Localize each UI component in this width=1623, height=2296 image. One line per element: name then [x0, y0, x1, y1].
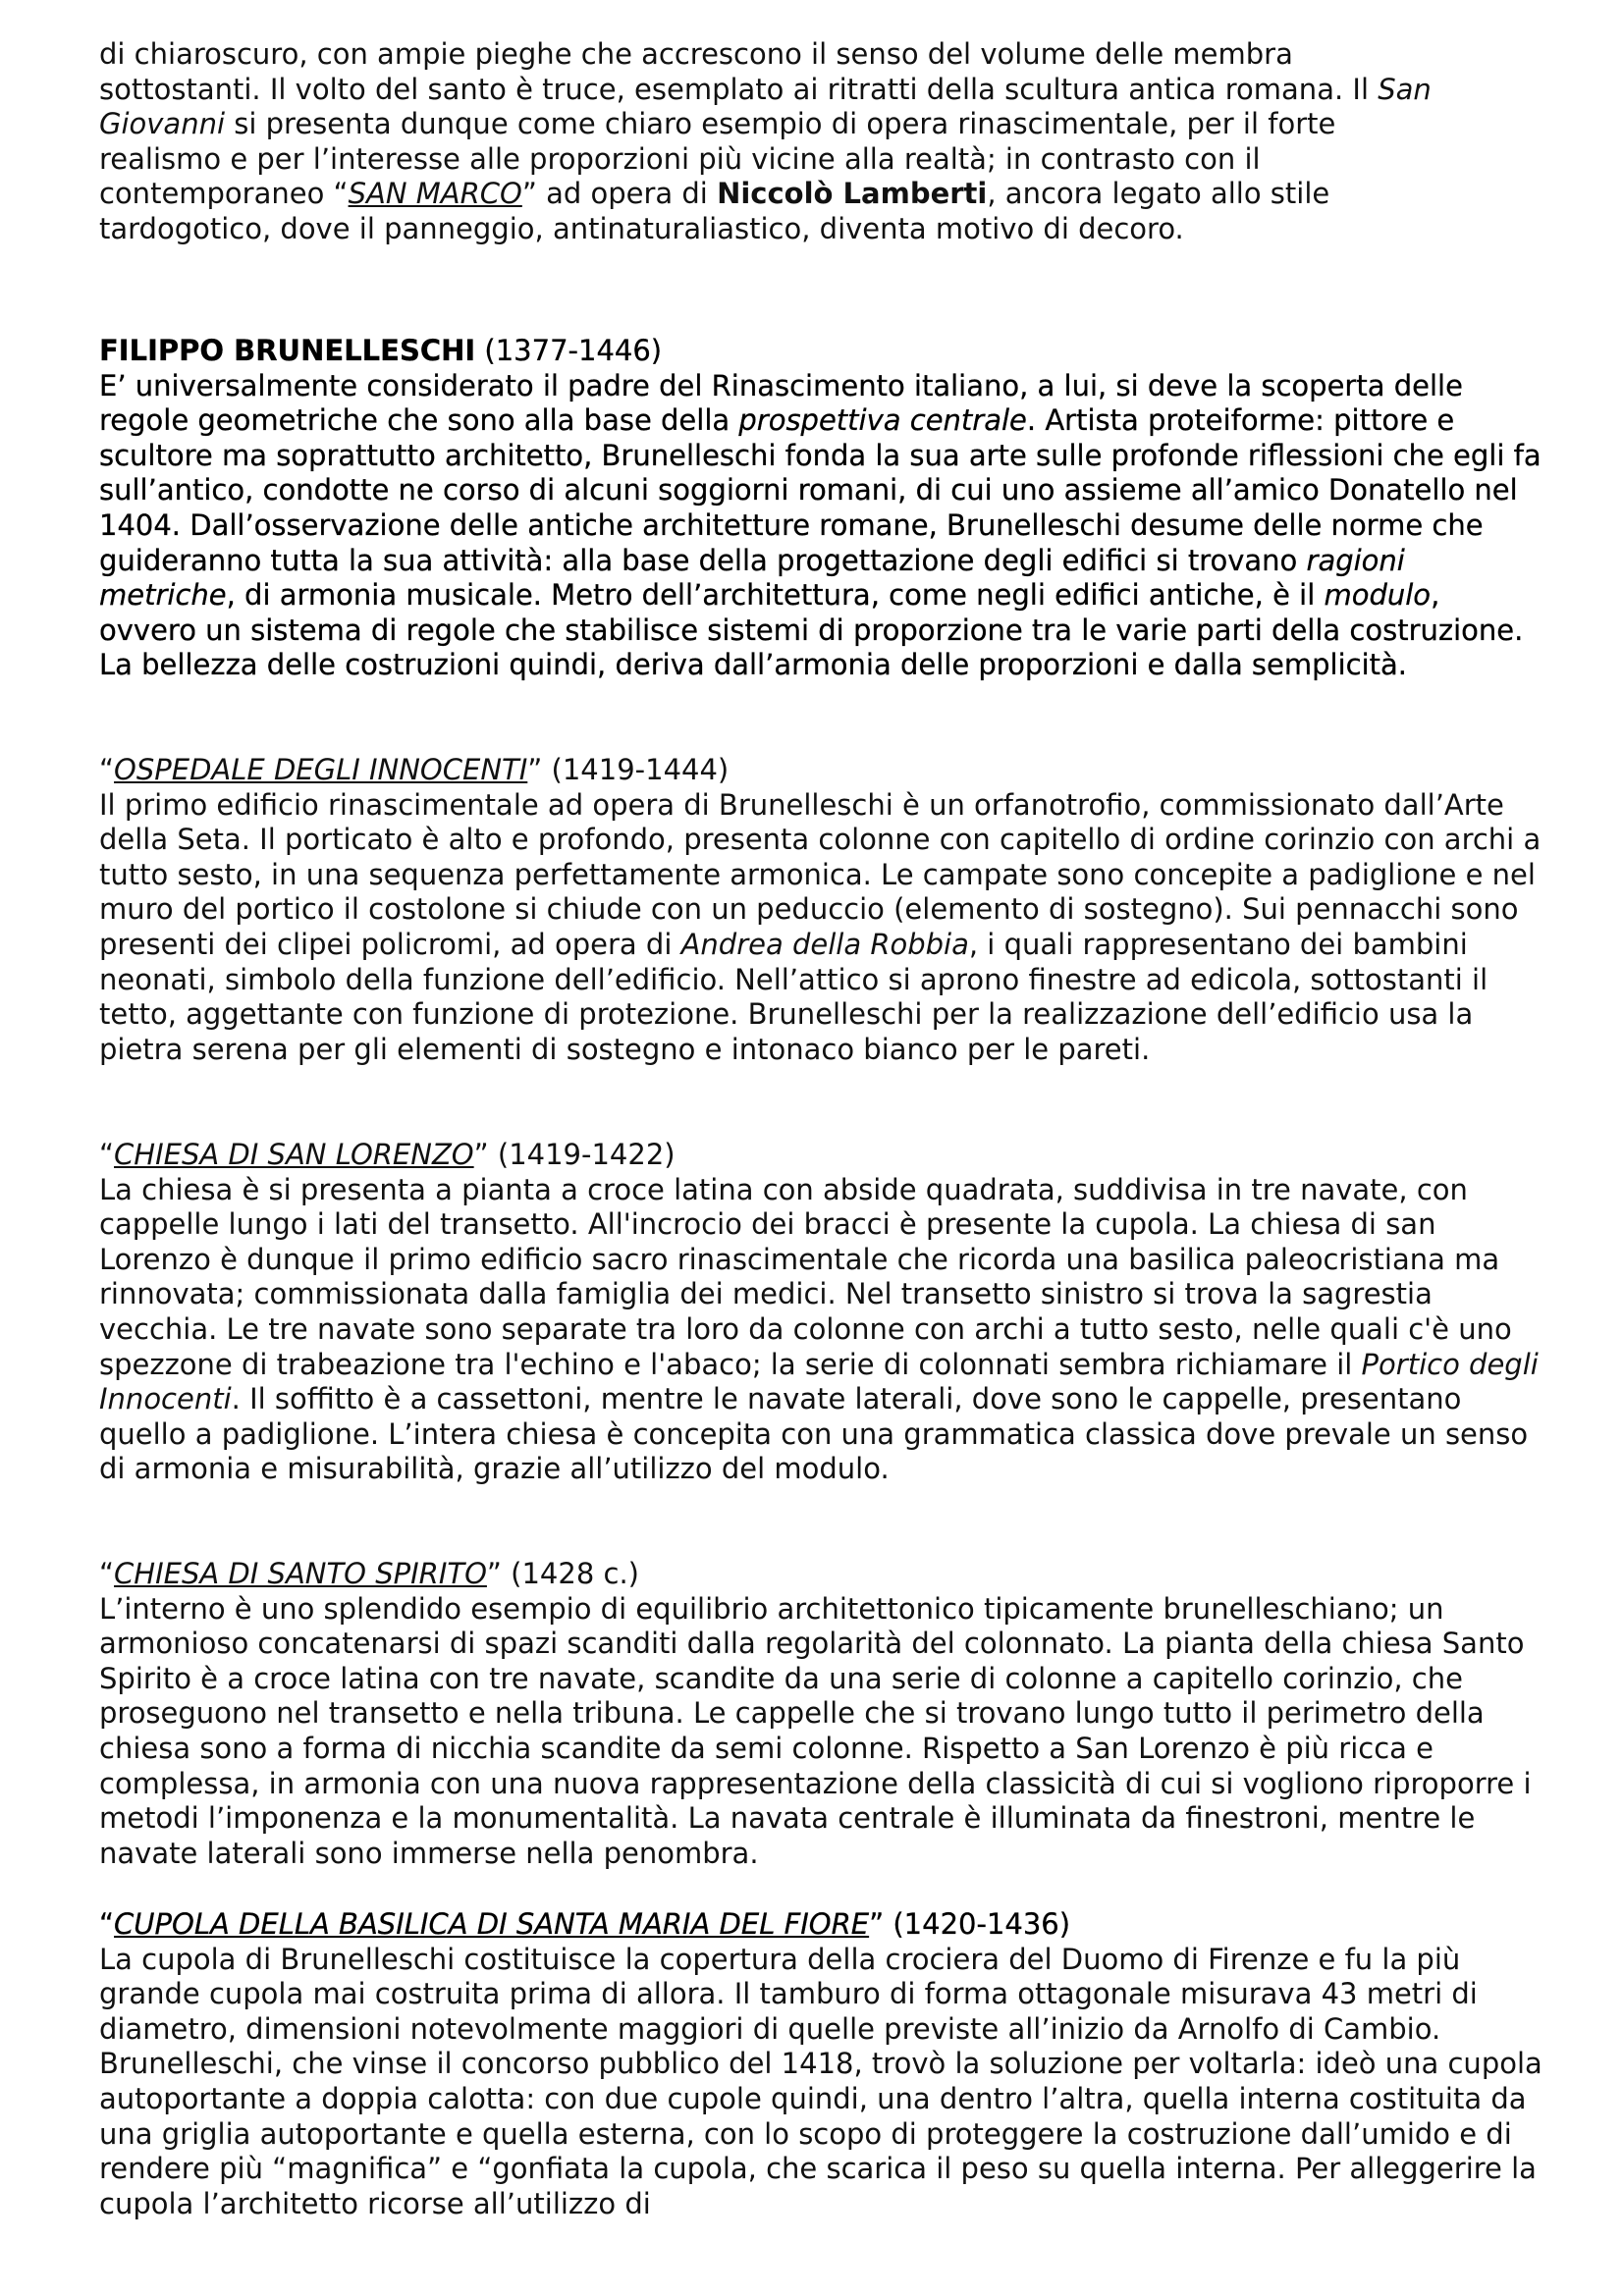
spirito-paragraph: L’interno è uno splendido esempio di equilibrio architettonico tipicamente brunelleschiano; un armonioso concatenarsi di spazi scanditi dalla regolarità del colonnato. La pianta della chiesa Santo Spirito è a croce latina con tre navate, scandite da una serie di colonne a capitello corinzio, che proseguono nel transetto e nella tribuna. Le cappelle che si trovano lungo tutto il perimetro della chiesa sono a forma di nicchia scandite da semi colonne. Rispetto a San Lorenzo è più ricca e complessa, in armonia con una nuova rappresentazione della classicità di cui si vogliono riproporre i metodi l’imponenza e la monumentalità. La navata centrale è illuminata da finestroni, mentre le navate laterali sono immerse nella penombra.	[99, 1591, 1532, 1870]
lorenzo-text-b: . Il soffitto è a cassettoni, mentre le navate laterali, dove sono le cappelle, presentano quello a padiglione. L’intera chiesa è concepita con una grammatica classica dove prevale un senso di armonia e misurabilità, grazie all’utilizzo del modulo.	[99, 1382, 1529, 1486]
intro-line-6: tardogotico, dove il panneggio, antinaturaliastico, diventa motivo di decoro.	[99, 211, 1184, 245]
brunelleschi-section	[99, 334, 1542, 683]
modulo-term: modulo	[1324, 578, 1432, 613]
open-quote: “	[99, 1138, 115, 1171]
lamberti-name: Niccolò Lamberti	[717, 177, 988, 211]
portico-term: Portico degli Innocenti	[99, 1347, 1539, 1416]
brunelleschi-paragraph	[99, 369, 1542, 683]
ospedale-heading	[99, 753, 1542, 788]
ospedale-title: OSPEDALE DEGLI INNOCENTI	[114, 753, 528, 786]
brunelleschi-text-c: , di armonia musicale. Metro dell’architettura, come negli edifici antiche, è il	[226, 578, 1325, 613]
spirito-title: CHIESA DI SANTO SPIRITO	[114, 1557, 487, 1590]
lorenzo-paragraph	[99, 1173, 1542, 1487]
lorenzo-text-a: La chiesa è si presenta a pianta a croce latina con abside quadrata, suddivisa in tre navate, con cappelle lungo i lati del transetto. All'incrocio dei bracci è presente la cupola. La chiesa di san Lorenzo è dunque il primo edificio sacro rinascimentale che ricorda una basilica paleocristiana ma rinnovata; commissionata dalla famiglia dei medici. Nel transetto sinistro si trova la sagrestia vecchia. Le tre navate sono separate tra loro da colonne con archi a tutto sesto, nelle quali c'è uno spezzone di trabeazione tra l'echino e l'abaco; la serie di colonnati sembra richiamare il	[99, 1172, 1512, 1381]
san-giovanni-title: San	[1378, 72, 1432, 106]
ospedale-paragraph	[99, 788, 1542, 1068]
open-quote: “	[99, 1907, 115, 1941]
spirito-dates: ” (1428 c.)	[486, 1557, 639, 1590]
spirito-heading	[99, 1557, 1542, 1592]
intro-line-3: si presenta dunque come chiaro esempio di opera rinascimentale, per il forte	[225, 107, 1336, 141]
intro-line-5c: , ancora legato allo stile	[987, 177, 1330, 211]
spirito-section	[99, 1557, 1542, 1871]
ospedale-text-b: , i quali rappresentano dei bambini neonati, simbolo della funzione dell’edificio. Nell’attico si aprono finestre ad edicola, sottostanti il tetto, aggettante con funzione di protezione. Brunelleschi per la realizzazione dell’edificio usa la pietra serena per gli elementi di sostegno e intonaco bianco per le pareti.	[99, 927, 1488, 1066]
brunelleschi-name: FILIPPO BRUNELLESCHI	[99, 334, 476, 367]
cupola-paragraph: La cupola di Brunelleschi costituisce la copertura della crociera del Duomo di Firenze e fu la più grande cupola mai costruita prima di allora. Il tamburo di forma ottagonale misurava 43 metri di diametro, dimensioni notevolmente maggiori di quelle previste all’inizio da Arnolfo di Cambio. Brunelleschi, che vinse il concorso pubblico del 1418, trovò la soluzione per voltarla: ideò una cupola autoportante a doppia calotta: con due cupole quindi, una dentro l’altra, quella interna costituita da una griglia autoportante e quella esterna, con lo scopo di proteggere la costruzione dall’umido e di rendere più “magnifica” e “gonfiata la cupola, che scarica il peso su quella interna. Per alleggerire la cupola l’architetto ricorse all’utilizzo di	[99, 1942, 1542, 2220]
intro-line-5b: ” ad opera di	[521, 177, 718, 211]
lorenzo-title: CHIESA DI SAN LORENZO	[114, 1138, 474, 1171]
san-marco-title: SAN MARCO	[348, 177, 522, 211]
cupola-heading	[99, 1907, 1542, 1943]
robbia-name: Andrea della Robbia	[680, 927, 969, 961]
lorenzo-heading	[99, 1138, 1542, 1173]
intro-line-2: sottostanti. Il volto del santo è truce, esemplato ai ritratti della scultura antica romana. Il	[99, 72, 1379, 106]
intro-line-5a: contemporaneo “	[99, 177, 349, 211]
cupola-title: CUPOLA DELLA BASILICA DI SANTA MARIA DEL FIORE	[114, 1907, 870, 1941]
lorenzo-dates: ” (1419-1422)	[473, 1138, 676, 1171]
ospedale-text-a: Il primo edificio rinascimentale ad opera di Brunelleschi è un orfanotrofio, commissionato dall’Arte della Seta. Il porticato è alto e profondo, presenta colonne con capitello di ordine corinzio con archi a tutto sesto, in una sequenza perfettamente armonica. Le campate sono concepite a padiglione e nel muro del portico il costolone si chiude con un peducciо (elemento di sostegno). Sui pennacchi sono presenti dei clipei policromi, ad opera di	[99, 787, 1542, 961]
brunelleschi-text-b: . Artista proteiforme: pittore e scultore ma soprattutto architetto, Brunelleschi fonda la sua arte sulle profonde riflessioni che egli fa sull’antico, condotte ne corso di alcuni soggiorni romani, di cui uno assieme all’amico Donatello nel 1404. Dall’osservazione delle antiche architetture romane, Brunelleschi desume delle norme che guideranno tutta la sua attività: alla base della progettazione degli edifici si trovano	[99, 403, 1542, 577]
intro-paragraph	[99, 37, 1542, 247]
brunelleschi-text-d: , ovvero un sistema di regole che stabilisce sistemi di proporzione tra le varie parti della costruzione. La bellezza delle costruzioni quindi, deriva dall’armonia delle proporzioni e dalla semplicità.	[99, 578, 1524, 682]
san-giovanni-title-cont: Giovanni	[99, 107, 226, 141]
open-quote: “	[99, 1557, 115, 1590]
intro-line-1: di chiaroscuro, con ampie pieghe che accrescono il senso del volume delle membra	[99, 37, 1293, 71]
cupola-dates: ” (1420-1436)	[869, 1907, 1071, 1941]
brunelleschi-text-a: E’ universalmente considerato il padre del Rinascimento italiano, a lui, si deve la scoperta delle regole geometriche che sono alla base della	[99, 368, 1463, 438]
cupola-section	[99, 1907, 1542, 2221]
lorenzo-section	[99, 1138, 1542, 1487]
brunelleschi-dates: (1377-1446)	[475, 334, 663, 367]
brunelleschi-heading	[99, 334, 1542, 369]
ragioni-metriche-term: ragioni metriche	[99, 543, 1405, 613]
open-quote: “	[99, 753, 115, 786]
ospedale-section	[99, 753, 1542, 1067]
prospettiva-term: prospettiva centrale	[738, 403, 1027, 438]
intro-line-4: realismo e per l’interesse alle proporzioni più vicine alla realtà; in contrasto con il	[99, 141, 1261, 176]
ospedale-dates: ” (1419-1444)	[527, 753, 730, 786]
